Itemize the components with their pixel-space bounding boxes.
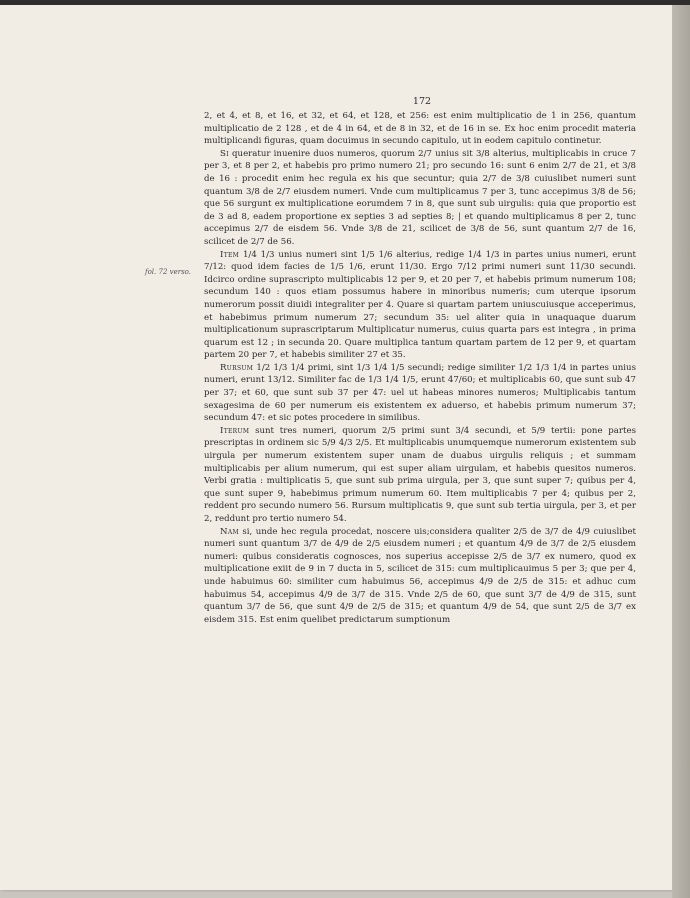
paragraph-lead: Si xyxy=(220,148,229,159)
paragraph-text: queratur inuenire duos numeros, quorum 2/7 unius sit 3/8 alterius, multiplicabis in cruce 7 per 3, et 8 per 2, et habebis pro primo numero 21; pro secundo 16: sunt 6 enim 2/7 de 21, et 3/8 de 16 : procedit enim hec regula ex his que secuntur; quia 2/7 de 3/8 cuiuslibet numeri sunt quantum 3/8 de 2/7 eiusdem numeri. Vnde cum multiplicamus 7 per 3, tunc accepimus 3/8 de 56; que 56 surgunt ex multiplicatione eorumdem 7 in 8, que sunt sub uirgulis: quia que proportio est de 3 ad 8, eadem proportione ex septies 3 ad septies 8; | et quando multiplicamus 8 per 2, tunc accepimus 2/7 de eisdem 56. Vnde 3/8 de 21, scilicet de 3/8 de 56, sunt quantum 2/7 de 16, scilicet de 2/7 de 56. xyxy=(204,148,636,247)
paragraph-text: 2, et 4, et 8, et 16, et 32, et 64, et 128, et 256: est enim multiplicatio de 1 in 256, quantum multiplicatio de 2 128 , et de 4 in 64, et de 8 in 32, et de 16 in se. Ex hoc enim procedit materia multiplicandi figuras, quam docuimus in secundo capitulo, ut in eodem capitulo continetur. xyxy=(204,111,636,147)
paragraph-text: sunt tres numeri, quorum 2/5 primi sunt 3/4 secundi, et 5/9 tertii: pone partes prescriptas in ordinem sic 5/9 4/3 2/5. Et multiplicabis unumquemque numerorum existentem sub uirgula per numerum existentem super unam de duabus uirgulis reliquis ; et summam multiplicabis per alium numerum, qui est super aliam uirgulam, et habebis quesitos numeros. Verbi gratia : multiplicatis 5, que sunt sub prima uirgula, per 3, que sunt super 7; quibus per 4, que sunt super 9, habebimus primum numerum 60. Item multiplicabis 7 per 4; quibus per 2, reddent pro secundo numero 56. Rursum multiplicatis 9, que sunt sub tertia uirgula, per 3, et per 2, reddunt pro tertio numero 54. xyxy=(204,425,636,524)
page-edge xyxy=(672,0,690,898)
paragraph xyxy=(204,425,636,526)
margin-note: fol. 72 verso. xyxy=(145,268,191,276)
scan-border xyxy=(0,0,690,5)
paragraph-lead: Rursum xyxy=(220,362,254,373)
paragraph xyxy=(204,526,636,627)
paragraph-lead: Item xyxy=(220,249,240,260)
paragraph xyxy=(204,362,636,425)
body-text xyxy=(204,110,636,626)
paragraph xyxy=(204,148,636,249)
paragraph-text: si, unde hec regula procedat, noscere uis;considera qualiter 2/5 de 3/7 de 4/9 cuiuslibet numeri sunt quantum 3/7 de 4/9 de 2/5 eiusdem numeri ; et quantum 4/9 de 3/7 de 2/5 eiusdem numeri: quibus consideratis cognosces, nos superius accepisse 2/5 de 3/7 ex numero, quod ex multiplicatione exiit de 9 in 7 ducta in 5, scilicet de 315: cum multiplicauimus 5 per 3; que per 4, unde habuimus 60: similiter cum habuimus 56, accepimus 4/9 de 2/5 de 315: et adhuc cum habuimus 54, accepimus 4/9 de 3/7 de 315. Vnde 2/5 de 60, que sunt 3/7 de 4/9 de 315, sunt quantum 3/7 de 56, que sunt 4/9 de 2/5 de 315; et quantum 4/9 de 54, que sunt 2/5 de 3/7 ex eisdem 315. Est enim quelibet predictarum sumptionum xyxy=(204,526,636,625)
paragraph xyxy=(204,110,636,148)
paragraph xyxy=(204,249,636,362)
paragraph-text: 1/2 1/3 1/4 primi, sint 1/3 1/4 1/5 secundi; redige similiter 1/2 1/3 1/4 in partes unius numeri, erunt 13/12. Similiter fac de 1/3 1/4 1/5, erunt 47/60; et multiplicabis 60, que sunt sub 47 per 37; et 60, que sunt sub 37 per 47: uel ut habeas minores numeros; Multiplicabis tantum sexagesima de 60 per numerum eis existentem ex aduerso, et habebis primum numerum 37; secundum 47: et sic potes procedere in similibus. xyxy=(204,362,636,424)
paragraph-text: 1/4 1/3 unius numeri sint 1/5 1/6 alterius, redige 1/4 1/3 in partes unius numeri, erunt 7/12: quod idem facies de 1/5 1/6, erunt 11/30. Ergo 7/12 primi numeri sunt 11/30 secundi. Idcirco ordine suprascripto multiplicabis 12 per 9, et 20 per 7, et habebis primum numerum 108; secundum 140 : quos etiam possumus habere in minoribus numeris; cum uterque ipsorum numerorum possit diuidi integraliter per 4. Quare si quartam partem uniuscuiusque acceperimus, et habebimus primum numerum 27; secundum 35: uel aliter quia in unaquaque duarum multiplicationum suprascriptarum Multiplicatur numerus, cuius quarta pars est integra , in prima quarum est 12 ; in secunda 20. Quare multiplica tantum quartam partem de 12 per 9, et quartam partem 20 per 7, et habebis similiter 27 et 35. xyxy=(204,249,636,361)
paragraph-lead: Iterum xyxy=(220,425,250,436)
paragraph-lead: Nam xyxy=(220,526,239,537)
page-number: 172 xyxy=(412,96,432,107)
